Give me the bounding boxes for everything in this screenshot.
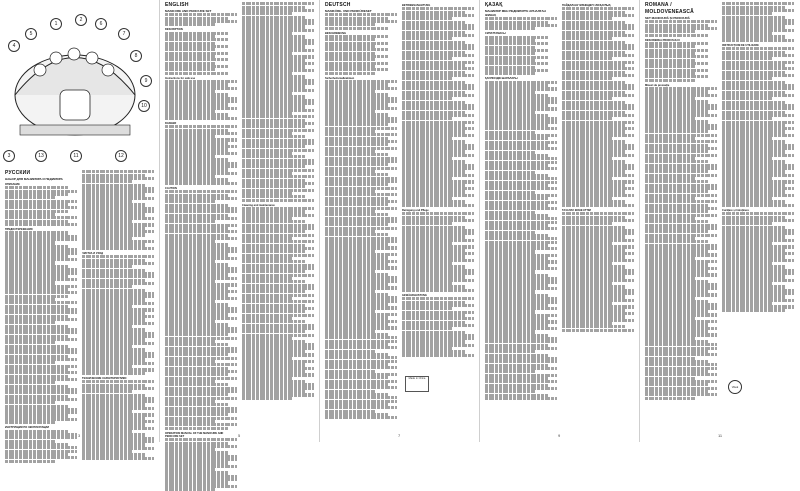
panel-german xyxy=(320,0,480,442)
device-figure xyxy=(0,0,150,170)
callout-8: 8 xyxy=(130,50,142,62)
section-heading: Instructions for safe use xyxy=(165,76,196,80)
german-column-1 xyxy=(325,2,397,420)
callout-10: 10 xyxy=(138,100,150,112)
panel-kazakh xyxy=(480,0,640,442)
page-number: 5 xyxy=(238,433,241,438)
kazakh-column-1 xyxy=(485,2,557,400)
compliance-emblem xyxy=(728,380,742,394)
callout-1: 1 xyxy=(50,18,62,30)
callout-2: 2 xyxy=(75,14,87,26)
section-heading: BESCHREIBUNG xyxy=(325,31,347,35)
language-title: DEUTSCH xyxy=(325,2,351,8)
manufacturer-label: Vitek xyxy=(731,385,739,389)
page-number: 7 xyxy=(398,433,401,438)
romanian-column-1 xyxy=(645,2,717,400)
page-number: 3 xyxy=(78,433,81,438)
callout-12: 12 xyxy=(115,150,127,162)
section-heading: ИНСТРУКЦИИ ПО ЭКСПЛУАТАЦИИ xyxy=(5,426,49,430)
section-heading: СИПАТТАМАСЫ xyxy=(485,32,506,36)
subtitle: НАБОР ДЛЯ МАНИКЮРА И ПЕДИКЮРА xyxy=(5,177,63,181)
callout-5: 5 xyxy=(25,28,37,40)
callout-13: 13 xyxy=(35,150,47,162)
subtitle: МАНИКЮР МЕН ПЕДИКЮРГЕ АРНАЛҒАН ЖИНАҚ xyxy=(485,9,546,17)
panel-romanian xyxy=(640,0,800,442)
made-in-label: Made in China xyxy=(408,377,426,380)
subtitle: MANIKÜRE- UND PEDIKÜRESET xyxy=(325,9,372,13)
language-title: ҚАЗАҚ xyxy=(485,2,503,8)
section-heading: CAUTION xyxy=(165,186,177,190)
subtitle: MANICURE AND PEDICURE SET xyxy=(165,9,212,13)
language-title: РУССКИЙ xyxy=(5,170,31,176)
section-heading: ЧИСТКА И УХОД xyxy=(82,251,103,255)
english-column-2 xyxy=(242,2,314,400)
certification-mark xyxy=(405,376,429,392)
section-heading: Sicherheitsmaßnahmen xyxy=(325,76,355,80)
section-heading: DESCRIEREA PRODUSULUI xyxy=(645,38,680,42)
section-heading: ҚАУІПСІЗДІК ШАРАЛАРЫ xyxy=(485,77,518,81)
english-column-1 xyxy=(165,2,237,491)
section-heading: Măsuri de precauţie xyxy=(645,83,670,87)
section-heading: Cleaning and maintenance xyxy=(242,203,275,207)
german-column-2 xyxy=(402,2,474,357)
section-heading: DESCRIPTION xyxy=(165,28,183,32)
section-heading: DANGER xyxy=(165,121,177,125)
page-number: 9 xyxy=(558,433,561,438)
section-heading: ТАЗАЛАУ ЖӘНЕ КҮТІМ xyxy=(562,208,591,212)
subtitle: SET MANICIURĂ ŞI PEDICIURĂ xyxy=(645,16,690,20)
language-title: ENGLISH xyxy=(165,2,189,8)
section-heading: ПРЕДОСТЕРЕЖЕНИЯ xyxy=(5,228,33,232)
kazakh-column-2 xyxy=(562,2,634,332)
callout-4: 4 xyxy=(8,40,20,52)
callout-7: 7 xyxy=(118,28,130,40)
section-heading: GEWÄHRLEISTUNG xyxy=(402,293,427,297)
section-heading: ПАЙДАЛАНУ ЖӨНІНДЕГІ НҰСҚАУЛЫҚ xyxy=(562,4,611,7)
callout-9: 9 xyxy=(140,75,152,87)
panel-english xyxy=(160,0,320,442)
page-number: 11 xyxy=(718,433,723,438)
russian-column-2 xyxy=(82,170,154,460)
section-heading: Curăţare şi întreţinere xyxy=(722,208,749,212)
section-heading: BETRIEBSANLEITUNG xyxy=(402,4,431,7)
section-heading: OPERATION MANUAL OF THE MANICURE AND PEDICURE SET xyxy=(165,431,224,438)
callout-3: 3 xyxy=(3,150,15,162)
section-heading: INSTRUCŢIUNI DE UTILIZARE xyxy=(722,43,759,47)
language-title: ROMÂNĂ / MOLDOVENEASCĂ xyxy=(645,2,694,15)
section-heading: ОПИСАНИЕ xyxy=(5,183,20,186)
section-heading: ТЕХНИЧЕСКИЕ ХАРАКТЕРИСТИКИ xyxy=(82,376,127,380)
callout-6: 6 xyxy=(95,18,107,30)
callout-11: 11 xyxy=(70,150,82,162)
russian-column-1 xyxy=(5,170,77,463)
panel-russian xyxy=(0,0,160,442)
romanian-column-2 xyxy=(722,2,794,312)
section-heading: Reinigung und Pflege xyxy=(402,208,429,212)
